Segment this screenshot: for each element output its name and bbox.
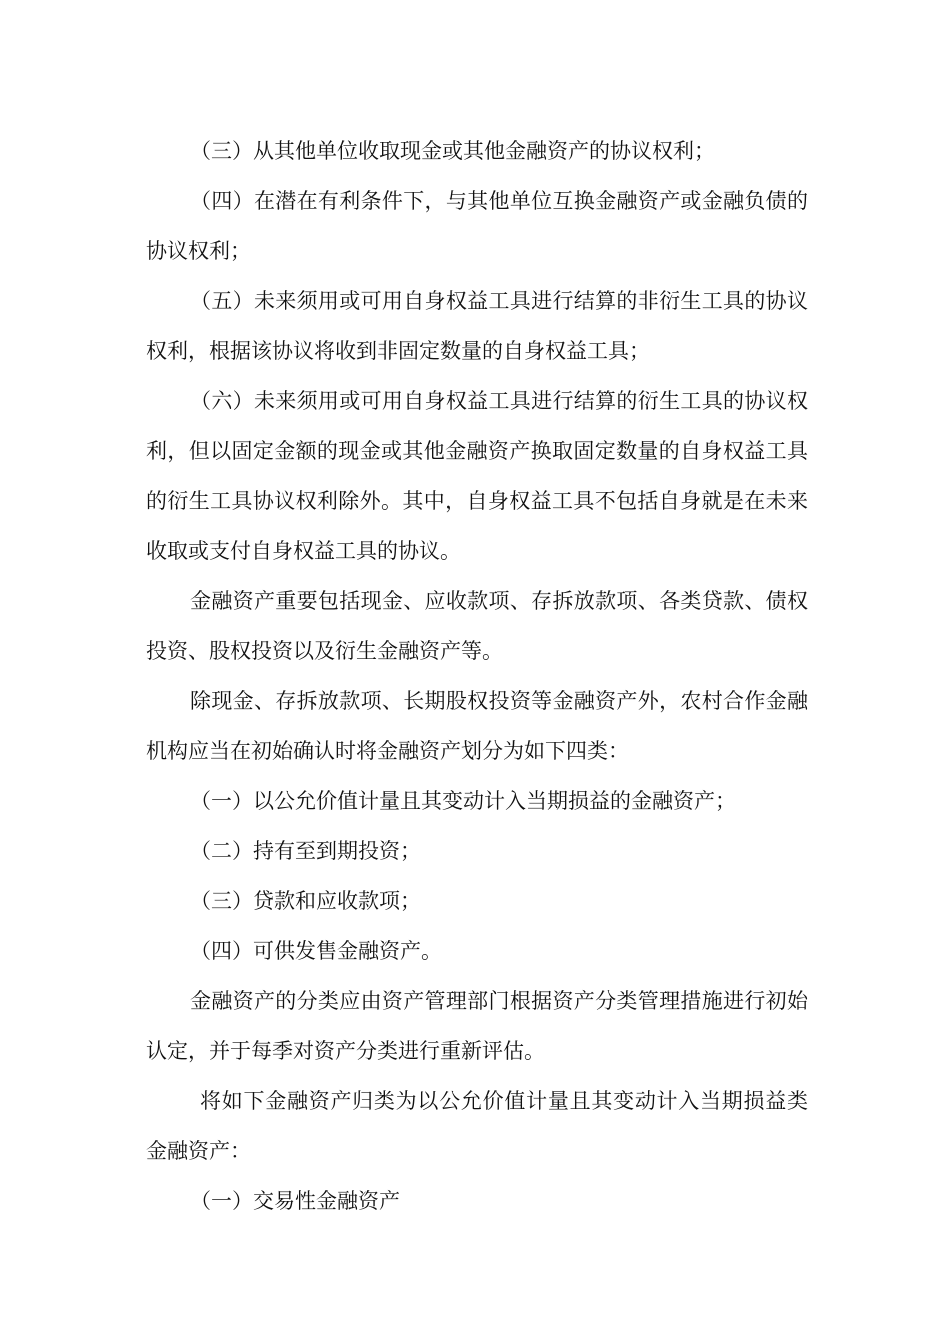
paragraph: 除现金、存拆放款项、长期股权投资等金融资产外，农村合作金融机构应当在初始确认时将金融资产划分为如下四类： [146, 689, 808, 763]
paragraph: （四）可供发售金融资产。 [190, 939, 442, 963]
paragraph: 金融资产重要包括现金、应收款项、存拆放款项、各类贷款、债权投资、股权投资以及衍生金融资产等。 [146, 589, 808, 663]
paragraph: 金融资产的分类应由资产管理部门根据资产分类管理措施进行初始认定，并于每季对资产分类进行重新评估。 [146, 989, 808, 1063]
paragraph: （六）未来须用或可用自身权益工具进行结算的衍生工具的协议权利，但以固定金额的现金或其他金融资产换取固定数量的自身权益工具的衍生工具协议权利除外。其中，自身权益工具不包括自身就是在未来收取或支付自身权益工具的协议。 [146, 389, 808, 563]
paragraph: （五）未来须用或可用自身权益工具进行结算的非衍生工具的协议权利，根据该协议将收到非固定数量的自身权益工具； [146, 289, 808, 363]
document-body [146, 126, 808, 1226]
paragraph: （一）以公允价值计量且其变动计入当期损益的金融资产； [190, 789, 736, 813]
paragraph: （四）在潜在有利条件下，与其他单位互换金融资产或金融负债的协议权利； [146, 189, 808, 263]
paragraph: （一）交易性金融资产 [190, 1189, 400, 1213]
paragraph: （三）从其他单位收取现金或其他金融资产的协议权利； [190, 139, 715, 163]
paragraph: （二）持有至到期投资； [190, 839, 421, 863]
paragraph: （三）贷款和应收款项； [190, 889, 421, 913]
paragraph: 将如下金融资产归类为以公允价值计量且其变动计入当期损益类金融资产： [146, 1089, 808, 1163]
